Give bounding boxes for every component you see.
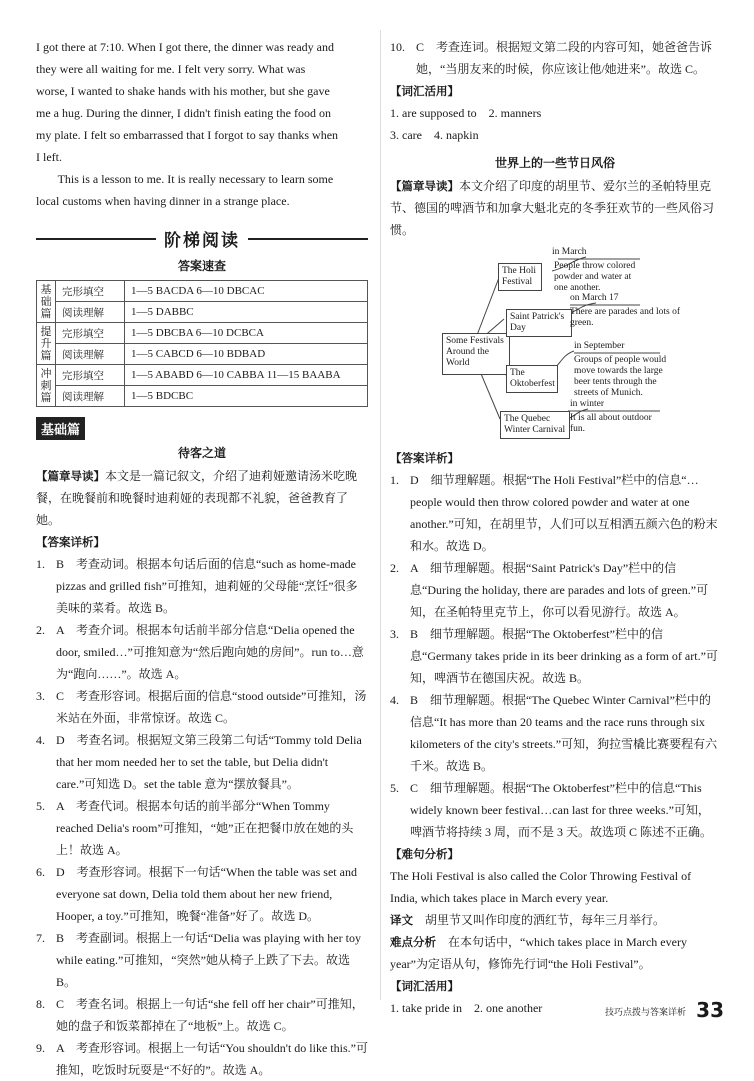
hard-sentence-tag: 【难句分析】 <box>390 847 459 861</box>
vocab-line: 3. care 4. napkin <box>390 128 479 142</box>
table-row <box>37 344 368 365</box>
item-number: 5. <box>390 781 399 795</box>
left-column <box>36 36 368 1081</box>
item-number: 1. <box>390 473 399 487</box>
item-number: 10. <box>390 40 405 54</box>
item-number: 2. <box>36 623 45 637</box>
detail-tag: 【答案详析】 <box>390 451 459 465</box>
festival-when: on March 17 <box>570 293 619 303</box>
answer-table <box>36 280 368 407</box>
festival-desc: There are parades and lots of green. <box>570 307 680 328</box>
answers-cell: 1—5 DBCBA 6—10 DCBCA <box>125 323 368 344</box>
rule-right <box>248 238 368 240</box>
list-item <box>390 557 720 623</box>
section-cell: 冲刺篇 <box>37 365 56 407</box>
section-header <box>36 226 368 251</box>
answers-cell: 1—5 BDCBC <box>125 386 368 407</box>
mindmap-center: Some Festivals Around the World <box>442 333 510 375</box>
answers-cell: 1—5 ABABD 6—10 CABBA 11—15 BAABA <box>125 365 368 386</box>
text-line: worse, I wanted to shake hands with his mother, but she gave <box>36 84 330 98</box>
vocab-tag: 【词汇活用】 <box>390 979 459 993</box>
answers-cell: 1—5 BACDA 6—10 DBCAC <box>125 281 368 302</box>
analysis-text: 在本句话中，“which takes place in March every year”为定语从句，修饰先行词“the Holi Festival”。 <box>390 935 687 971</box>
item-text: D 细节理解题。根据“The Holi Festival”栏中的信息“…people would then throw colored powder and water at one another.”可知，在胡里节，人们可以互相洒五颜六色的粉末和水。故选 D。 <box>410 473 718 553</box>
item-text: B 细节理解题。根据“The Oktoberfest”栏中的信息“Germany takes pride in its beer drinking as a form of art.”可知，啤酒节在德国庆祝。故选 B。 <box>410 627 718 685</box>
text-line: they were all waiting for me. I felt very sorry. What was <box>36 62 306 76</box>
item-text: C 考查连词。根据短文第二段的内容可知，她爸爸告诉她，“当朋友来的时候，你应该让他/她进来”。故选 C。 <box>416 40 713 76</box>
section-cell: 基础篇 <box>37 281 56 323</box>
table-row <box>37 386 368 407</box>
list-item <box>36 553 368 619</box>
guide-tag: 【篇章导读】 <box>390 179 459 193</box>
analysis <box>390 931 720 975</box>
guide-text: 本文介绍了印度的胡里节、爱尔兰的圣帕特里克节、德国的啤酒节和加拿大魁北克的冬季狂欢节的一些风俗习惯。 <box>390 179 715 237</box>
festival-when: in winter <box>570 399 605 409</box>
page-number: 33 <box>696 998 724 1022</box>
type-cell: 完形填空 <box>56 365 125 386</box>
item-number: 6. <box>36 865 45 879</box>
item-text: C 考查形容词。根据后面的信息“stood outside”可推知，汤米站在外面，非常惊讶。故选 C。 <box>56 689 367 725</box>
right-column <box>390 36 720 1019</box>
festival-box: The Oktoberfest <box>506 365 558 393</box>
analysis-label: 难点分析 <box>390 935 436 949</box>
footer-note: 技巧点拨与答案详析 <box>604 1008 686 1018</box>
festival-mindmap <box>390 247 720 437</box>
basic-badge: 基础篇 <box>36 417 85 440</box>
festival-box: The Quebec Winter Carnival <box>500 411 570 439</box>
text-line: This is a lesson to me. It is really necessary to learn some <box>57 172 334 186</box>
item-number: 9. <box>36 1041 45 1055</box>
hard-sentence: The Holi Festival is also called the Color Throwing Festival of India, which takes place in March every year. <box>390 869 692 905</box>
type-cell: 阅读理解 <box>56 386 125 407</box>
item-number: 4. <box>36 733 45 747</box>
guide-tag: 【篇章导读】 <box>36 469 105 483</box>
answers-cell: 1—5 CABCD 6—10 BDBAD <box>125 344 368 365</box>
list-item <box>36 685 368 729</box>
translation-label: 译文 <box>390 913 413 927</box>
festival-box: Saint Patrick's Day <box>506 309 572 337</box>
list-item <box>36 861 368 927</box>
list-item <box>36 1037 368 1081</box>
guide-paragraph <box>36 465 368 531</box>
festival-when: in March <box>552 247 587 257</box>
rule-left <box>36 238 156 240</box>
article-title: 待客之道 <box>177 446 226 460</box>
text-line: local customs when having dinner in a strange place. <box>36 194 290 208</box>
item-text: A 考查介词。根据本句话前半部分信息“Delia opened the door, smiled…”可推知意为“然后跑向她的房间”。run to…意为“跑向……”。故选 A。 <box>56 623 364 681</box>
detail-tag: 【答案详析】 <box>36 535 105 549</box>
section-cell: 提升篇 <box>37 323 56 365</box>
item-number: 5. <box>36 799 45 813</box>
item-number: 4. <box>390 693 399 707</box>
translation <box>390 909 720 931</box>
festival-desc: People throw colored powder and water at one another. <box>554 261 636 293</box>
item-number: 1. <box>36 557 45 571</box>
item-text: A 考查形容词。根据上一句话“You shouldn't do like this.”可推知，吃饭时玩耍是“不好的”。故选 A。 <box>56 1041 368 1077</box>
item-text: B 细节理解题。根据“The Quebec Winter Carnival”栏中的信息“It has more than 20 teams and the race runs through six kilometers of the city's streets.”可知，狗拉雪橇比赛要程有六千米。故选 B。 <box>410 693 718 773</box>
item-text: D 考查形容词。根据下一句话“When the table was set and everyone sat down, Delia told them about her new friend, Hooper, a toy.”可推知，晚餐“准备”好了。故选 D。 <box>56 865 357 923</box>
table-row <box>37 323 368 344</box>
list-item <box>36 729 368 795</box>
section-title: 阶梯阅读 <box>164 231 240 251</box>
text-line: my plate. I felt so embarrassed that I forgot to say thanks when <box>36 128 339 142</box>
vocab-tag: 【词汇活用】 <box>390 84 459 98</box>
item-text: B 考查动词。根据本句话后面的信息“such as home-made pizzas and grilled fish”可推知，迪莉娅的父母能“烹饪”很多美味的菜肴。故选 B。 <box>56 557 358 615</box>
item-text: C 细节理解题。根据“The Oktoberfest”栏中的信息“This widely known beer festival…can last for three weeks.”可知，啤酒节将持续 3 周，而不是 3 天。故选项 C 陈述不正确。 <box>410 781 713 839</box>
list-item <box>36 795 368 861</box>
festival-desc: It is all about outdoor fun. <box>570 413 652 434</box>
item-text: C 考查名词。根据上一句话“she fell off her chair”可推知，她的盘子和饭菜都掉在了“地板”上。故选 C。 <box>56 997 364 1033</box>
answer-title: 答案速查 <box>177 259 226 273</box>
type-cell: 阅读理解 <box>56 344 125 365</box>
item-number: 3. <box>390 627 399 641</box>
item-number: 8. <box>36 997 45 1011</box>
story-ending <box>36 36 368 212</box>
article-title: 世界上的一些节日风俗 <box>494 156 615 170</box>
text-line: I left. <box>36 150 62 164</box>
item-number: 3. <box>36 689 45 703</box>
column-divider <box>380 30 381 1000</box>
guide-paragraph <box>390 175 720 241</box>
translation-text: 胡里节又叫作印度的洒红节，每年三月举行。 <box>425 913 666 927</box>
list-item <box>36 993 368 1037</box>
vocab-line: 1. are supposed to 2. manners <box>390 106 542 120</box>
item-text: B 考查副词。根据上一句话“Delia was playing with her toy while eating.”可推知，“突然”她从椅子上跌了下去。故选 B。 <box>56 931 361 989</box>
type-cell: 完形填空 <box>56 323 125 344</box>
table-row <box>37 281 368 302</box>
item-text: A 细节理解题。根据“Saint Patrick's Day”栏中的信息“During the holiday, there are parades and lots of green.”可知，在圣帕特里克节上，你可以看见游行。故选 A。 <box>410 561 709 619</box>
type-cell: 完形填空 <box>56 281 125 302</box>
festival-desc: Groups of people would move towards the large beer tents through the streets of Munich. <box>574 355 667 398</box>
list-item <box>36 927 368 993</box>
list-item <box>390 469 720 557</box>
table-row <box>37 365 368 386</box>
vocab-line: 1. take pride in 2. one another <box>390 1001 543 1015</box>
item-text: A 考查代词。根据本句话的前半部分“When Tommy reached Delia's room”可推知，“她”正在把餐巾放在她的头上！故选 A。 <box>56 799 354 857</box>
item-number: 7. <box>36 931 45 945</box>
item-number: 2. <box>390 561 399 575</box>
list-item <box>36 619 368 685</box>
item-text: D 考查名词。根据短文第三段第二句话“Tommy told Delia that her mom needed her to set the table, but Delia didn't care.”可知选 D。set the table 意为“摆放餐具”。 <box>56 733 362 791</box>
type-cell: 阅读理解 <box>56 302 125 323</box>
festival-when: in September <box>574 341 625 351</box>
text-line: me a hug. During the dinner, I didn't finish eating the food on <box>36 106 331 120</box>
list-item <box>390 777 720 843</box>
table-row <box>37 302 368 323</box>
list-item <box>390 689 720 777</box>
text-line: I got there at 7:10. When I got there, the dinner was ready and <box>36 40 335 54</box>
list-item <box>390 36 720 80</box>
festival-box: The Holi Festival <box>498 263 542 291</box>
answers-cell: 1—5 DABBC <box>125 302 368 323</box>
guide-text: 本文是一篇记叙文，介绍了迪莉娅邀请汤米吃晚餐，在晚餐前和晚餐时迪莉娅的表现都不礼貌，爸爸教育了她。 <box>36 469 358 527</box>
list-item <box>390 623 720 689</box>
